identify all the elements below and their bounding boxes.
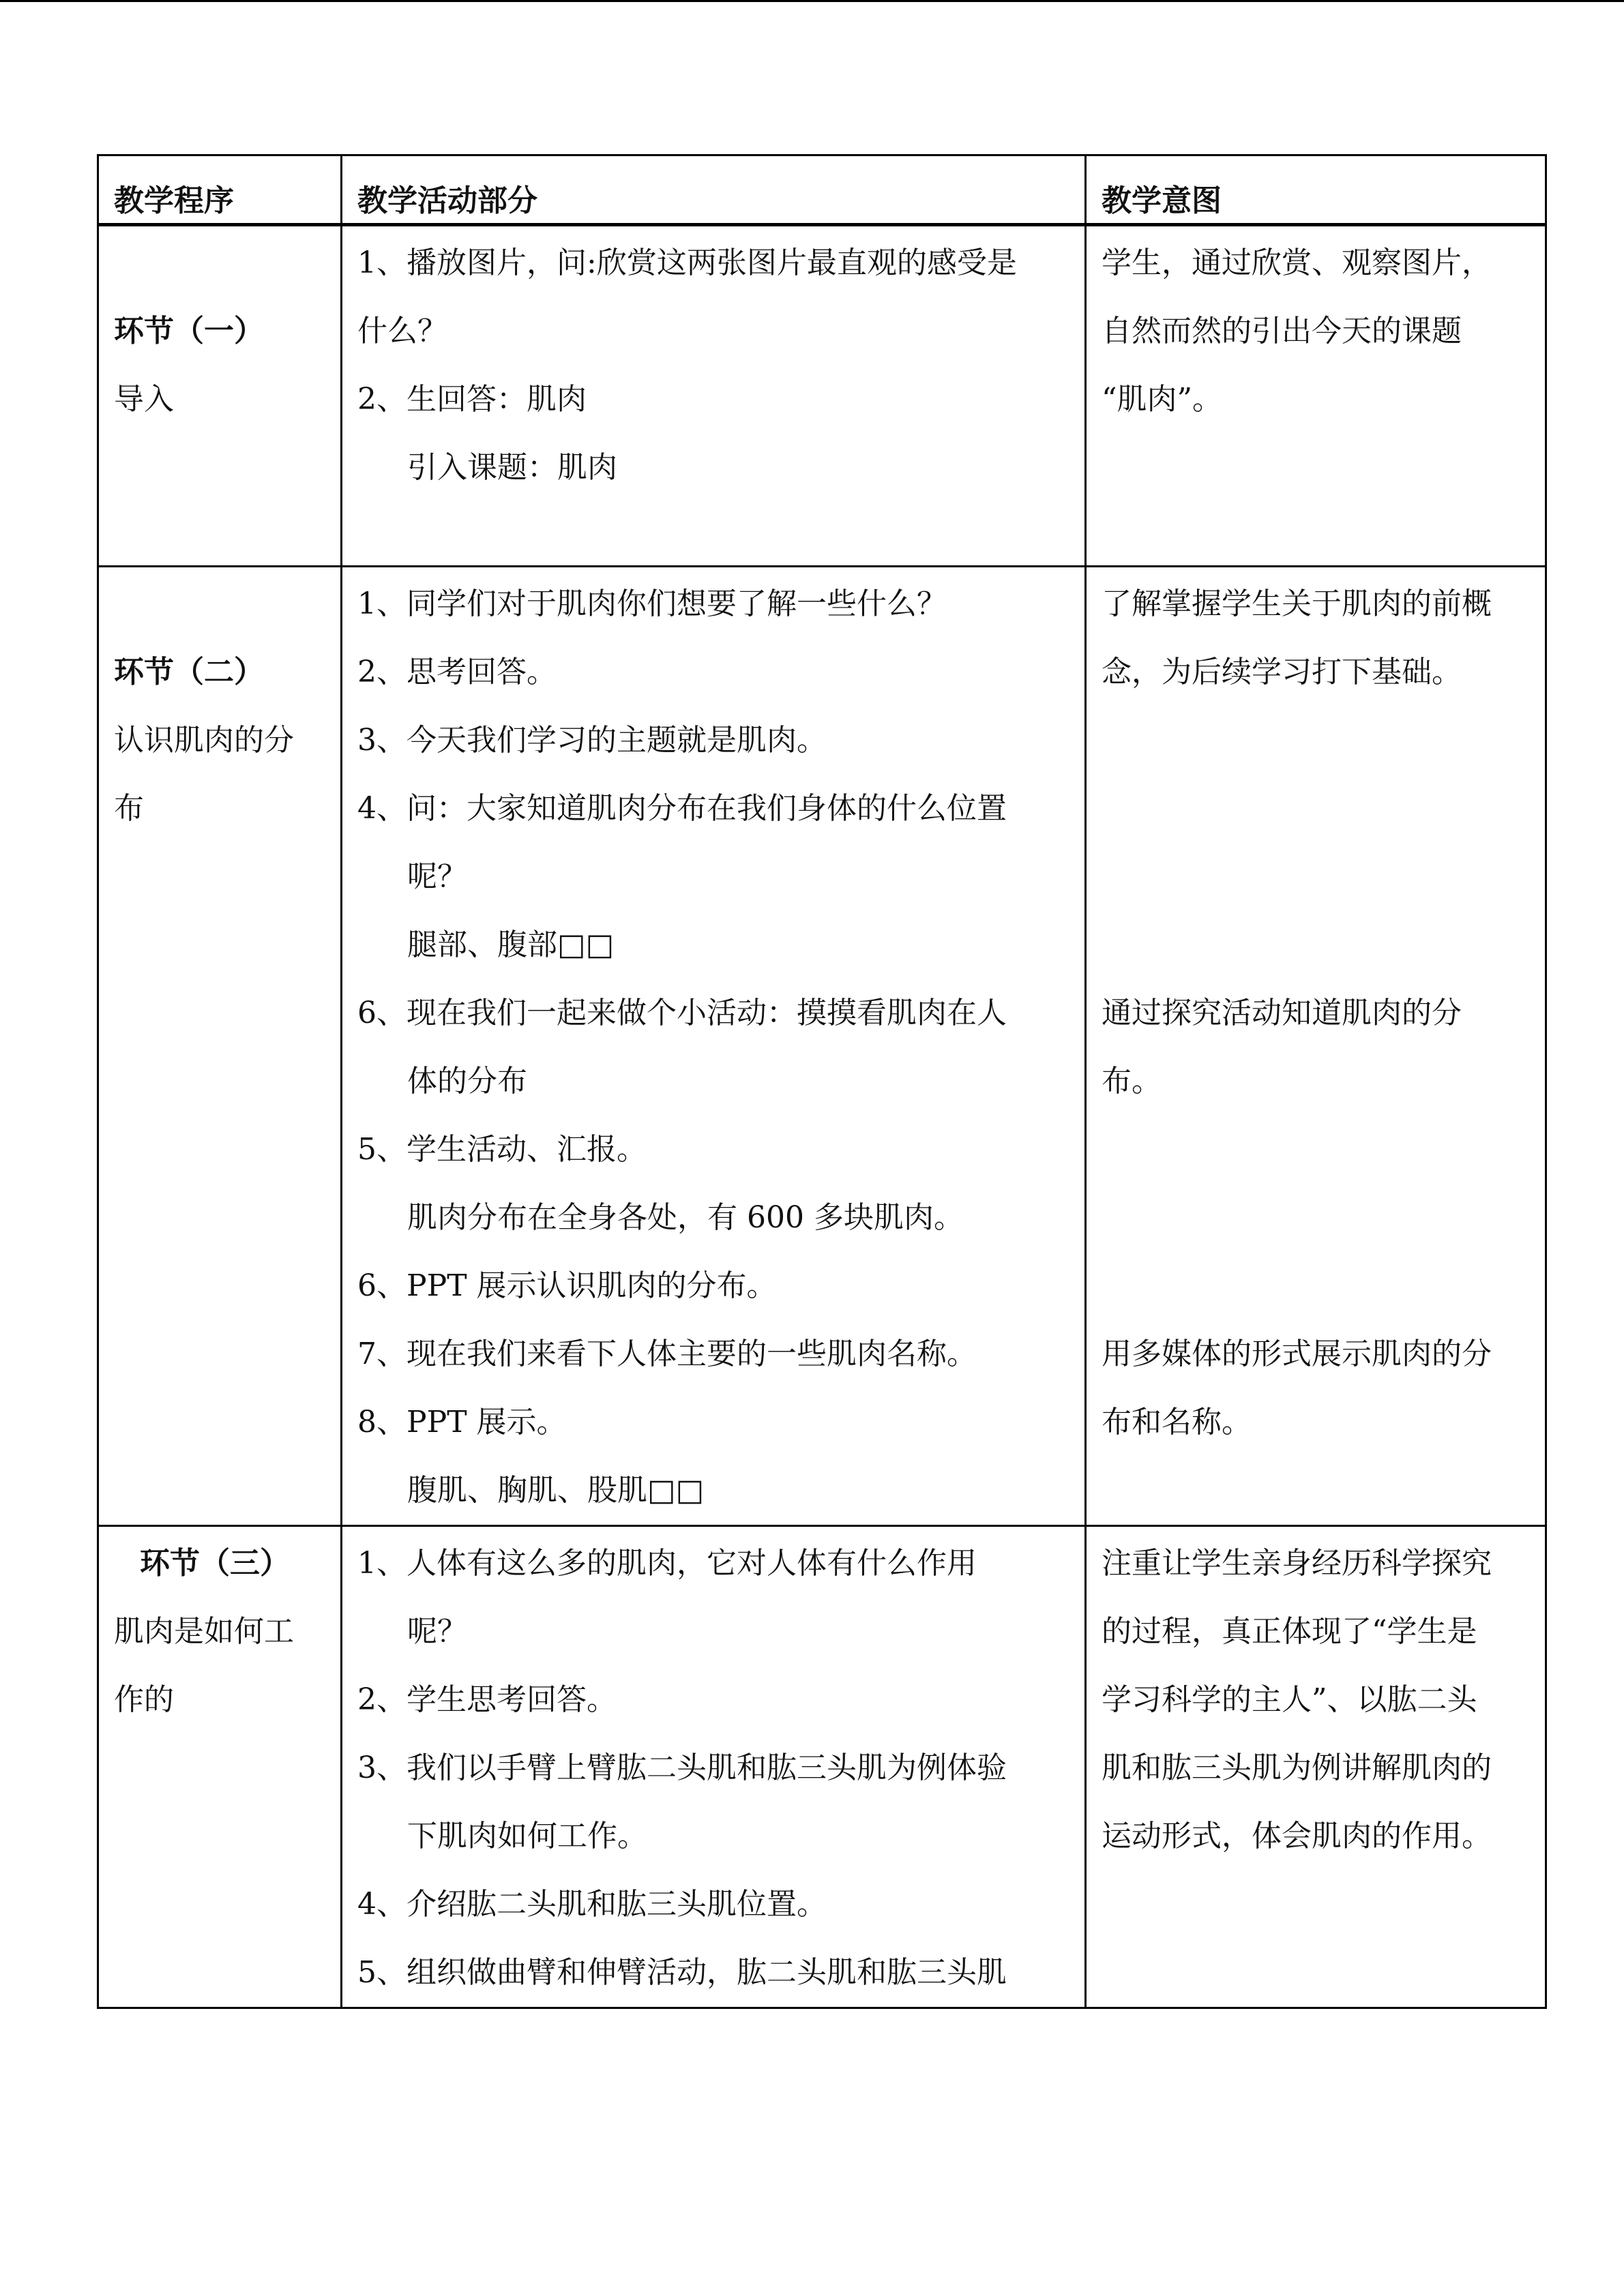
activity-line: 肌肉分布在全身各处，有 600 多块肌肉。 bbox=[407, 1200, 964, 1235]
header-procedure: 教学程序 bbox=[98, 155, 342, 225]
header-intent: 教学意图 bbox=[1086, 155, 1546, 225]
stage-subtitle: 布 bbox=[114, 791, 144, 826]
stage-title: 环节（二） bbox=[114, 655, 264, 689]
activity-line: 7、现在我们来看下人体主要的一些肌肉名称。 bbox=[357, 1337, 977, 1371]
activity-line: 6、现在我们一起来做个小活动：摸摸看肌肉在人 bbox=[357, 996, 1007, 1030]
stage-subtitle: 认识肌肉的分 bbox=[114, 723, 294, 758]
activity-cell bbox=[342, 225, 1086, 567]
stage-cell bbox=[98, 567, 342, 1526]
activity-line: 2、生回答：肌肉 bbox=[357, 382, 587, 417]
stage-subtitle: 肌肉是如何工 bbox=[114, 1614, 294, 1649]
stage-title: 环节（三） bbox=[140, 1546, 290, 1581]
activity-line: 1、播放图片，问:欣赏这两张图片最直观的感受是 bbox=[357, 245, 1017, 280]
intent-line: 了解掌握学生关于肌肉的前概 bbox=[1102, 586, 1492, 621]
intent-line: “肌肉”。 bbox=[1102, 382, 1222, 417]
stage-cell bbox=[98, 225, 342, 567]
activity-cell bbox=[342, 1526, 1086, 2008]
activity-line: 5、组织做曲臂和伸臂活动，肱二头肌和肱三头肌 bbox=[357, 1955, 1007, 1990]
table-row bbox=[98, 1526, 1546, 2008]
intent-line: 学生，通过欣赏、观察图片， bbox=[1102, 245, 1492, 280]
intent-line: 注重让学生亲身经历科学探究 bbox=[1102, 1546, 1492, 1581]
activity-line: 体的分布 bbox=[407, 1064, 527, 1099]
activity-line: 腹肌、胸肌、股肌□□ bbox=[407, 1473, 705, 1508]
intent-line: 通过探究活动知道肌肉的分 bbox=[1102, 996, 1462, 1030]
intent-line: 自然而然的引出今天的课题 bbox=[1102, 314, 1462, 348]
activity-line: 什么？ bbox=[357, 314, 447, 348]
intent-line: 布和名称。 bbox=[1102, 1405, 1252, 1440]
intent-line: 运动形式，体会肌肉的作用。 bbox=[1102, 1819, 1492, 1853]
intent-line: 用多媒体的形式展示肌肉的分 bbox=[1102, 1337, 1492, 1371]
activity-cell bbox=[342, 567, 1086, 1526]
lesson-plan-table bbox=[97, 154, 1547, 2009]
stage-cell bbox=[98, 1526, 342, 2008]
activity-line: 5、学生活动、汇报。 bbox=[357, 1132, 647, 1167]
table-row bbox=[98, 567, 1546, 1526]
activity-line: 2、学生思考回答。 bbox=[357, 1682, 617, 1717]
activity-line: 4、介绍肱二头肌和肱三头肌位置。 bbox=[357, 1887, 827, 1922]
page-top-border bbox=[0, 0, 1624, 2]
header-activity: 教学活动部分 bbox=[342, 155, 1086, 225]
activity-line: 下肌肉如何工作。 bbox=[407, 1819, 647, 1853]
activity-line: 6、PPT 展示认识肌肉的分布。 bbox=[357, 1268, 777, 1303]
stage-subtitle: 导入 bbox=[114, 382, 174, 417]
stage-title: 环节（一） bbox=[114, 314, 264, 348]
intent-line: 念，为后续学习打下基础。 bbox=[1102, 655, 1462, 689]
activity-line: 4、问：大家知道肌肉分布在我们身体的什么位置 bbox=[357, 791, 1007, 826]
intent-line: 布。 bbox=[1102, 1064, 1162, 1099]
activity-line: 8、PPT 展示。 bbox=[357, 1405, 567, 1440]
intent-line: 学习科学的主人”、以肱二头 bbox=[1102, 1682, 1477, 1717]
activity-line: 呢？ bbox=[407, 1614, 467, 1649]
intent-line: 的过程，真正体现了“学生是 bbox=[1102, 1614, 1477, 1649]
activity-line: 3、今天我们学习的主题就是肌肉。 bbox=[357, 723, 827, 758]
stage-subtitle: 作的 bbox=[114, 1682, 174, 1717]
intent-cell bbox=[1086, 225, 1546, 567]
table-header-row bbox=[98, 155, 1546, 225]
table-row bbox=[98, 225, 1546, 567]
activity-line: 呢？ bbox=[407, 859, 467, 894]
intent-line: 肌和肱三头肌为例讲解肌肉的 bbox=[1102, 1750, 1492, 1785]
activity-line: 2、思考回答。 bbox=[357, 655, 557, 689]
activity-line: 腿部、腹部□□ bbox=[407, 927, 615, 962]
activity-line: 1、同学们对于肌肉你们想要了解一些什么？ bbox=[357, 586, 947, 621]
activity-line: 3、我们以手臂上臂肱二头肌和肱三头肌为例体验 bbox=[357, 1750, 1007, 1785]
activity-line: 引入课题：肌肉 bbox=[407, 450, 617, 485]
intent-cell bbox=[1086, 1526, 1546, 2008]
activity-line: 1、人体有这么多的肌肉，它对人体有什么作用 bbox=[357, 1546, 977, 1581]
intent-cell bbox=[1086, 567, 1546, 1526]
